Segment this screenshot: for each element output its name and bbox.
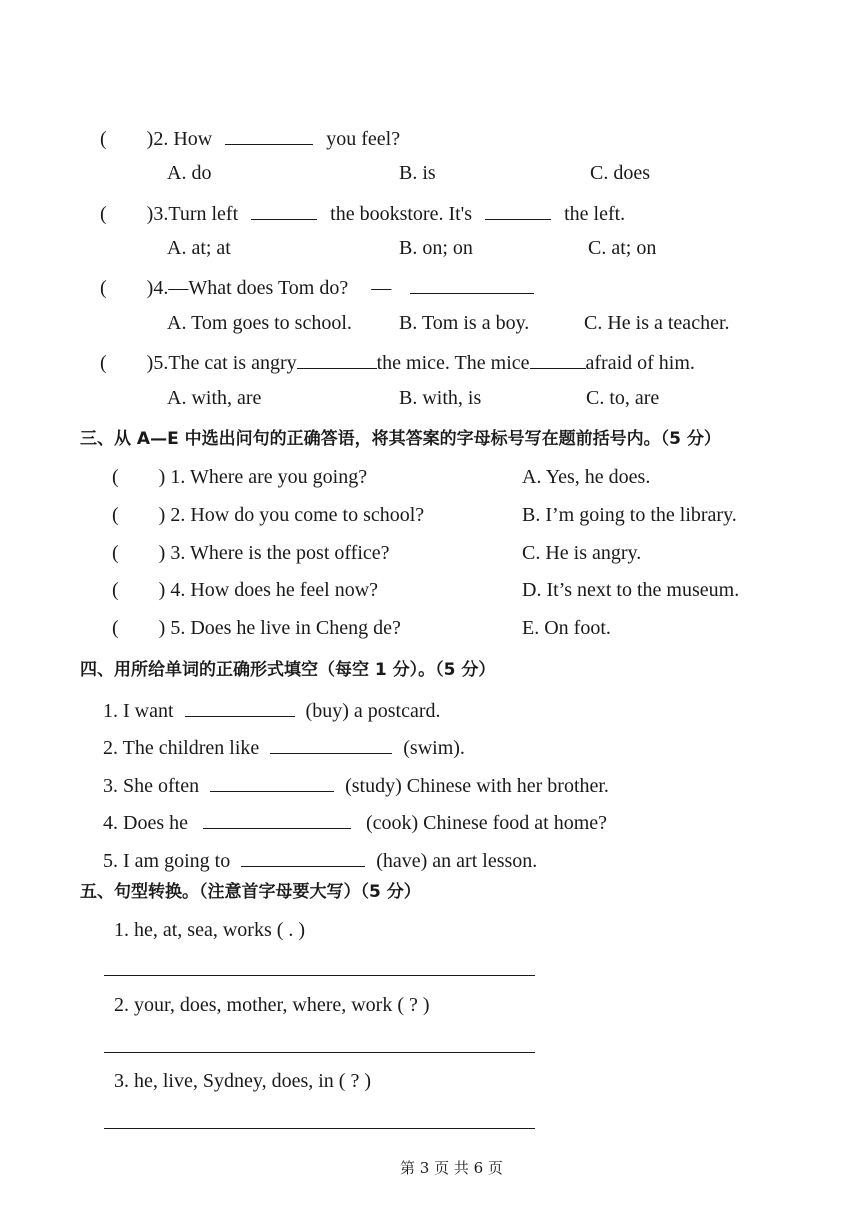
- fill-row: 2. The children like (swim).: [103, 733, 465, 760]
- fill-blank[interactable]: [530, 348, 586, 369]
- rewrite-prompt: 3. he, live, Sydney, does, in ( ? ): [114, 1070, 371, 1092]
- mc-q5-option-c[interactable]: C. to, are: [586, 387, 660, 409]
- mc-q3-option-c[interactable]: C. at; on: [588, 237, 657, 259]
- match-row: ( ) 3. Where is the post office?: [112, 542, 390, 564]
- mc-q4: ( )4.—What does Tom do? —: [100, 273, 534, 300]
- answer-bracket[interactable]: ( ): [100, 203, 154, 225]
- fill-row: 3. She often (study) Chinese with her brother.: [103, 771, 609, 798]
- match-row: ( ) 4. How does he feel now?: [112, 579, 379, 601]
- section-4-title: 四、用所给单词的正确形式填空（每空 1 分）。（5 分）: [80, 660, 496, 680]
- fill-blank[interactable]: [297, 348, 377, 369]
- answer-bracket[interactable]: ( ): [112, 466, 166, 488]
- mc-q2-option-a[interactable]: A. do: [167, 162, 212, 184]
- match-row: ( ) 5. Does he live in Cheng de?: [112, 617, 401, 639]
- fill-blank[interactable]: [270, 733, 392, 754]
- answer-bracket[interactable]: ( ): [100, 277, 154, 299]
- section-5-title: 五、句型转换。（注意首字母要大写）（5 分）: [80, 882, 421, 902]
- fill-row: 5. I am going to (have) an art lesson.: [103, 846, 537, 873]
- match-row: ( ) 1. Where are you going?: [112, 466, 368, 488]
- mc-q5-option-a[interactable]: A. with, are: [167, 387, 262, 409]
- mc-q5-option-b[interactable]: B. with, is: [399, 387, 482, 409]
- mc-q4-option-c[interactable]: C. He is a teacher.: [584, 312, 730, 334]
- fill-blank[interactable]: [203, 808, 351, 829]
- match-answer: C. He is angry.: [522, 542, 642, 564]
- fill-blank[interactable]: [410, 273, 534, 294]
- match-row: ( ) 2. How do you come to school?: [112, 504, 425, 526]
- match-answer: B. I’m going to the library.: [522, 504, 737, 526]
- answer-bracket[interactable]: ( ): [112, 542, 166, 564]
- page-number: 第 3 页 共 6 页: [400, 1159, 503, 1177]
- mc-q4-option-a[interactable]: A. Tom goes to school.: [167, 312, 352, 334]
- answer-line[interactable]: [104, 975, 535, 976]
- mc-q2-option-b[interactable]: B. is: [399, 162, 436, 184]
- fill-blank[interactable]: [485, 199, 551, 220]
- rewrite-prompt: 1. he, at, sea, works ( . ): [114, 919, 306, 941]
- section-3-title: 三、从 A—E 中选出问句的正确答语，将其答案的字母标号写在题前括号内。（5 分）: [80, 429, 721, 449]
- mc-q2-option-c[interactable]: C. does: [590, 162, 650, 184]
- fill-row: 1. I want (buy) a postcard.: [103, 696, 441, 723]
- answer-bracket[interactable]: ( ): [112, 617, 166, 639]
- mc-q3-option-b[interactable]: B. on; on: [399, 237, 473, 259]
- answer-bracket[interactable]: ( ): [100, 128, 154, 150]
- answer-bracket[interactable]: ( ): [112, 504, 166, 526]
- mc-q3: ( )3.Turn left the bookstore. It's the left.: [100, 199, 625, 226]
- fill-blank[interactable]: [185, 696, 295, 717]
- answer-line[interactable]: [104, 1128, 535, 1129]
- answer-bracket[interactable]: ( ): [100, 352, 154, 374]
- fill-blank[interactable]: [225, 124, 313, 145]
- fill-blank[interactable]: [251, 199, 317, 220]
- answer-bracket[interactable]: ( ): [112, 579, 166, 601]
- mc-q3-option-a[interactable]: A. at; at: [167, 237, 231, 259]
- match-answer: D. It’s next to the museum.: [522, 579, 740, 601]
- fill-row: 4. Does he (cook) Chinese food at home?: [103, 808, 607, 835]
- mc-q4-option-b[interactable]: B. Tom is a boy.: [399, 312, 530, 334]
- match-answer: E. On foot.: [522, 617, 611, 639]
- fill-blank[interactable]: [241, 846, 365, 867]
- answer-line[interactable]: [104, 1052, 535, 1053]
- mc-q2: ( )2. How you feel?: [100, 124, 400, 151]
- mc-q5: ( )5.The cat is angry the mice. The mice afraid of him.: [100, 348, 695, 375]
- match-answer: A. Yes, he does.: [522, 466, 651, 488]
- rewrite-prompt: 2. your, does, mother, where, work ( ? ): [114, 994, 430, 1016]
- fill-blank[interactable]: [210, 771, 334, 792]
